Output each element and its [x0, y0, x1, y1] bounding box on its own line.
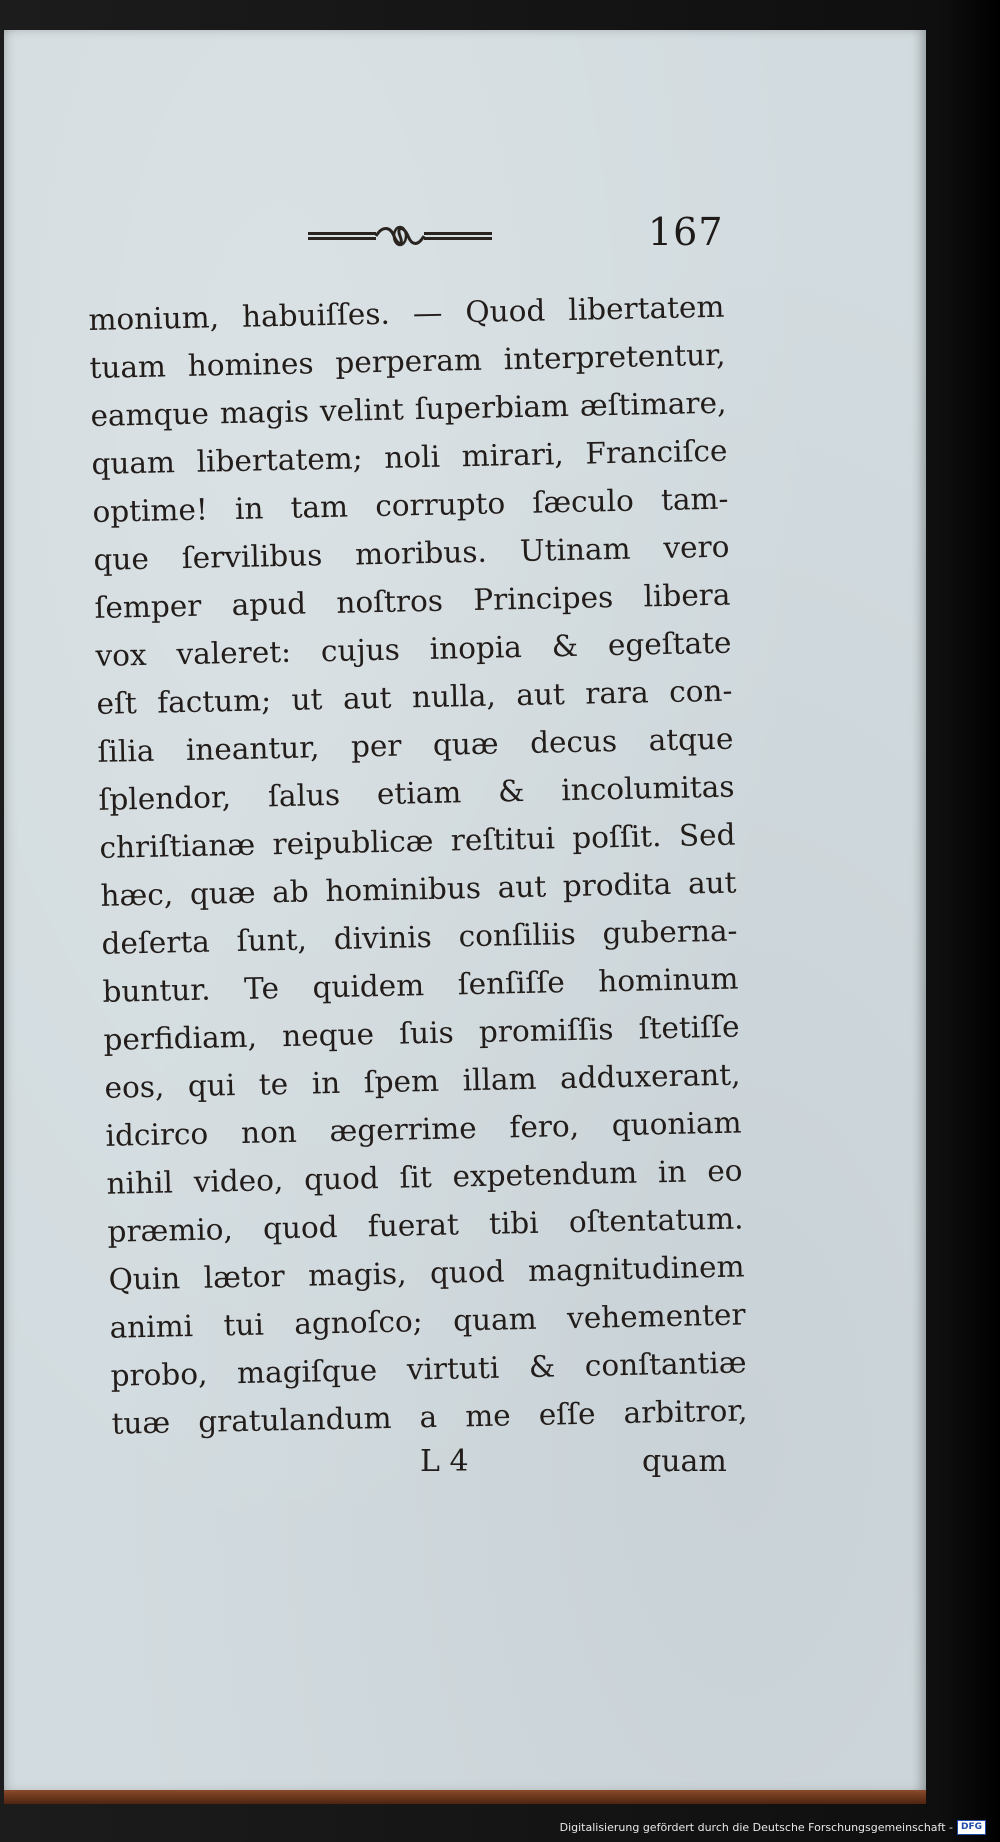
text-line: vox valeret: cujus inopia & egeſtate: [95, 625, 732, 673]
text-line: que ſervilibus moribus. Utinam vero: [93, 529, 730, 577]
text-line: chriſtianæ reipublicæ reſtitui poſſit. Sed: [99, 817, 736, 865]
text-line: nihil video, quod ſit expetendum in eo: [106, 1153, 743, 1201]
signature-mark: L 4: [420, 1444, 469, 1479]
text-line: hæc, quæ ab hominibus aut prodita aut: [100, 865, 737, 913]
text-line: ſilia ineantur, per quæ decus atque: [97, 721, 734, 769]
text-line: præmio, quod fuerat tibi oſtentatum.: [107, 1201, 744, 1249]
text-line: Quin lætor magis, quod magnitudinem: [108, 1249, 745, 1297]
page-edge: [4, 1790, 926, 1804]
text-line: buntur. Te quidem ſenſiſſe hominum: [102, 961, 739, 1009]
digitization-credit: [560, 1820, 986, 1835]
text-line: ſemper apud noſtros Principes libera: [94, 577, 731, 625]
page-number: 167: [648, 210, 724, 254]
text-line: tuæ gratulandum a me eſſe arbitror,: [111, 1393, 748, 1441]
text-line: probo, magiſque virtuti & conſtantiæ: [110, 1345, 747, 1393]
text-line: eamque magis velint ſuperbiam æſtimare,: [90, 385, 727, 433]
dfg-logo: DFG: [957, 1820, 986, 1835]
text-line: monium, habuiſſes. — Quod libertatem: [88, 289, 725, 337]
text-line: eſt factum; ut aut nulla, aut rara con-: [96, 673, 733, 721]
body-text: [88, 283, 748, 1448]
text-line: perfidiam, neque ſuis promiſſis ſtetiſſe: [103, 1009, 740, 1057]
text-line: deſerta ſunt, divinis conſiliis guberna-: [101, 913, 738, 961]
credit-text: Digitalisierung gefördert durch die Deutsche Forschungsgemeinschaft -: [559, 1821, 953, 1834]
header-ornament-icon: [308, 222, 492, 250]
text-line: quam libertatem; noli mirari, Franciſce: [91, 433, 728, 481]
text-line: idcirco non ægerrime fero, quoniam: [105, 1105, 742, 1153]
catchword: quam: [642, 1444, 727, 1479]
text-line: optime! in tam corrupto ſæculo tam-: [92, 481, 729, 529]
text-line: tuam homines perperam interpretentur,: [89, 337, 726, 385]
text-line: animi tui agnoſco; quam vehementer: [109, 1297, 746, 1345]
text-line: ſplendor, ſalus etiam & incolumitas: [98, 769, 735, 817]
text-line: eos, qui te in ſpem illam adduxerant,: [104, 1057, 741, 1105]
